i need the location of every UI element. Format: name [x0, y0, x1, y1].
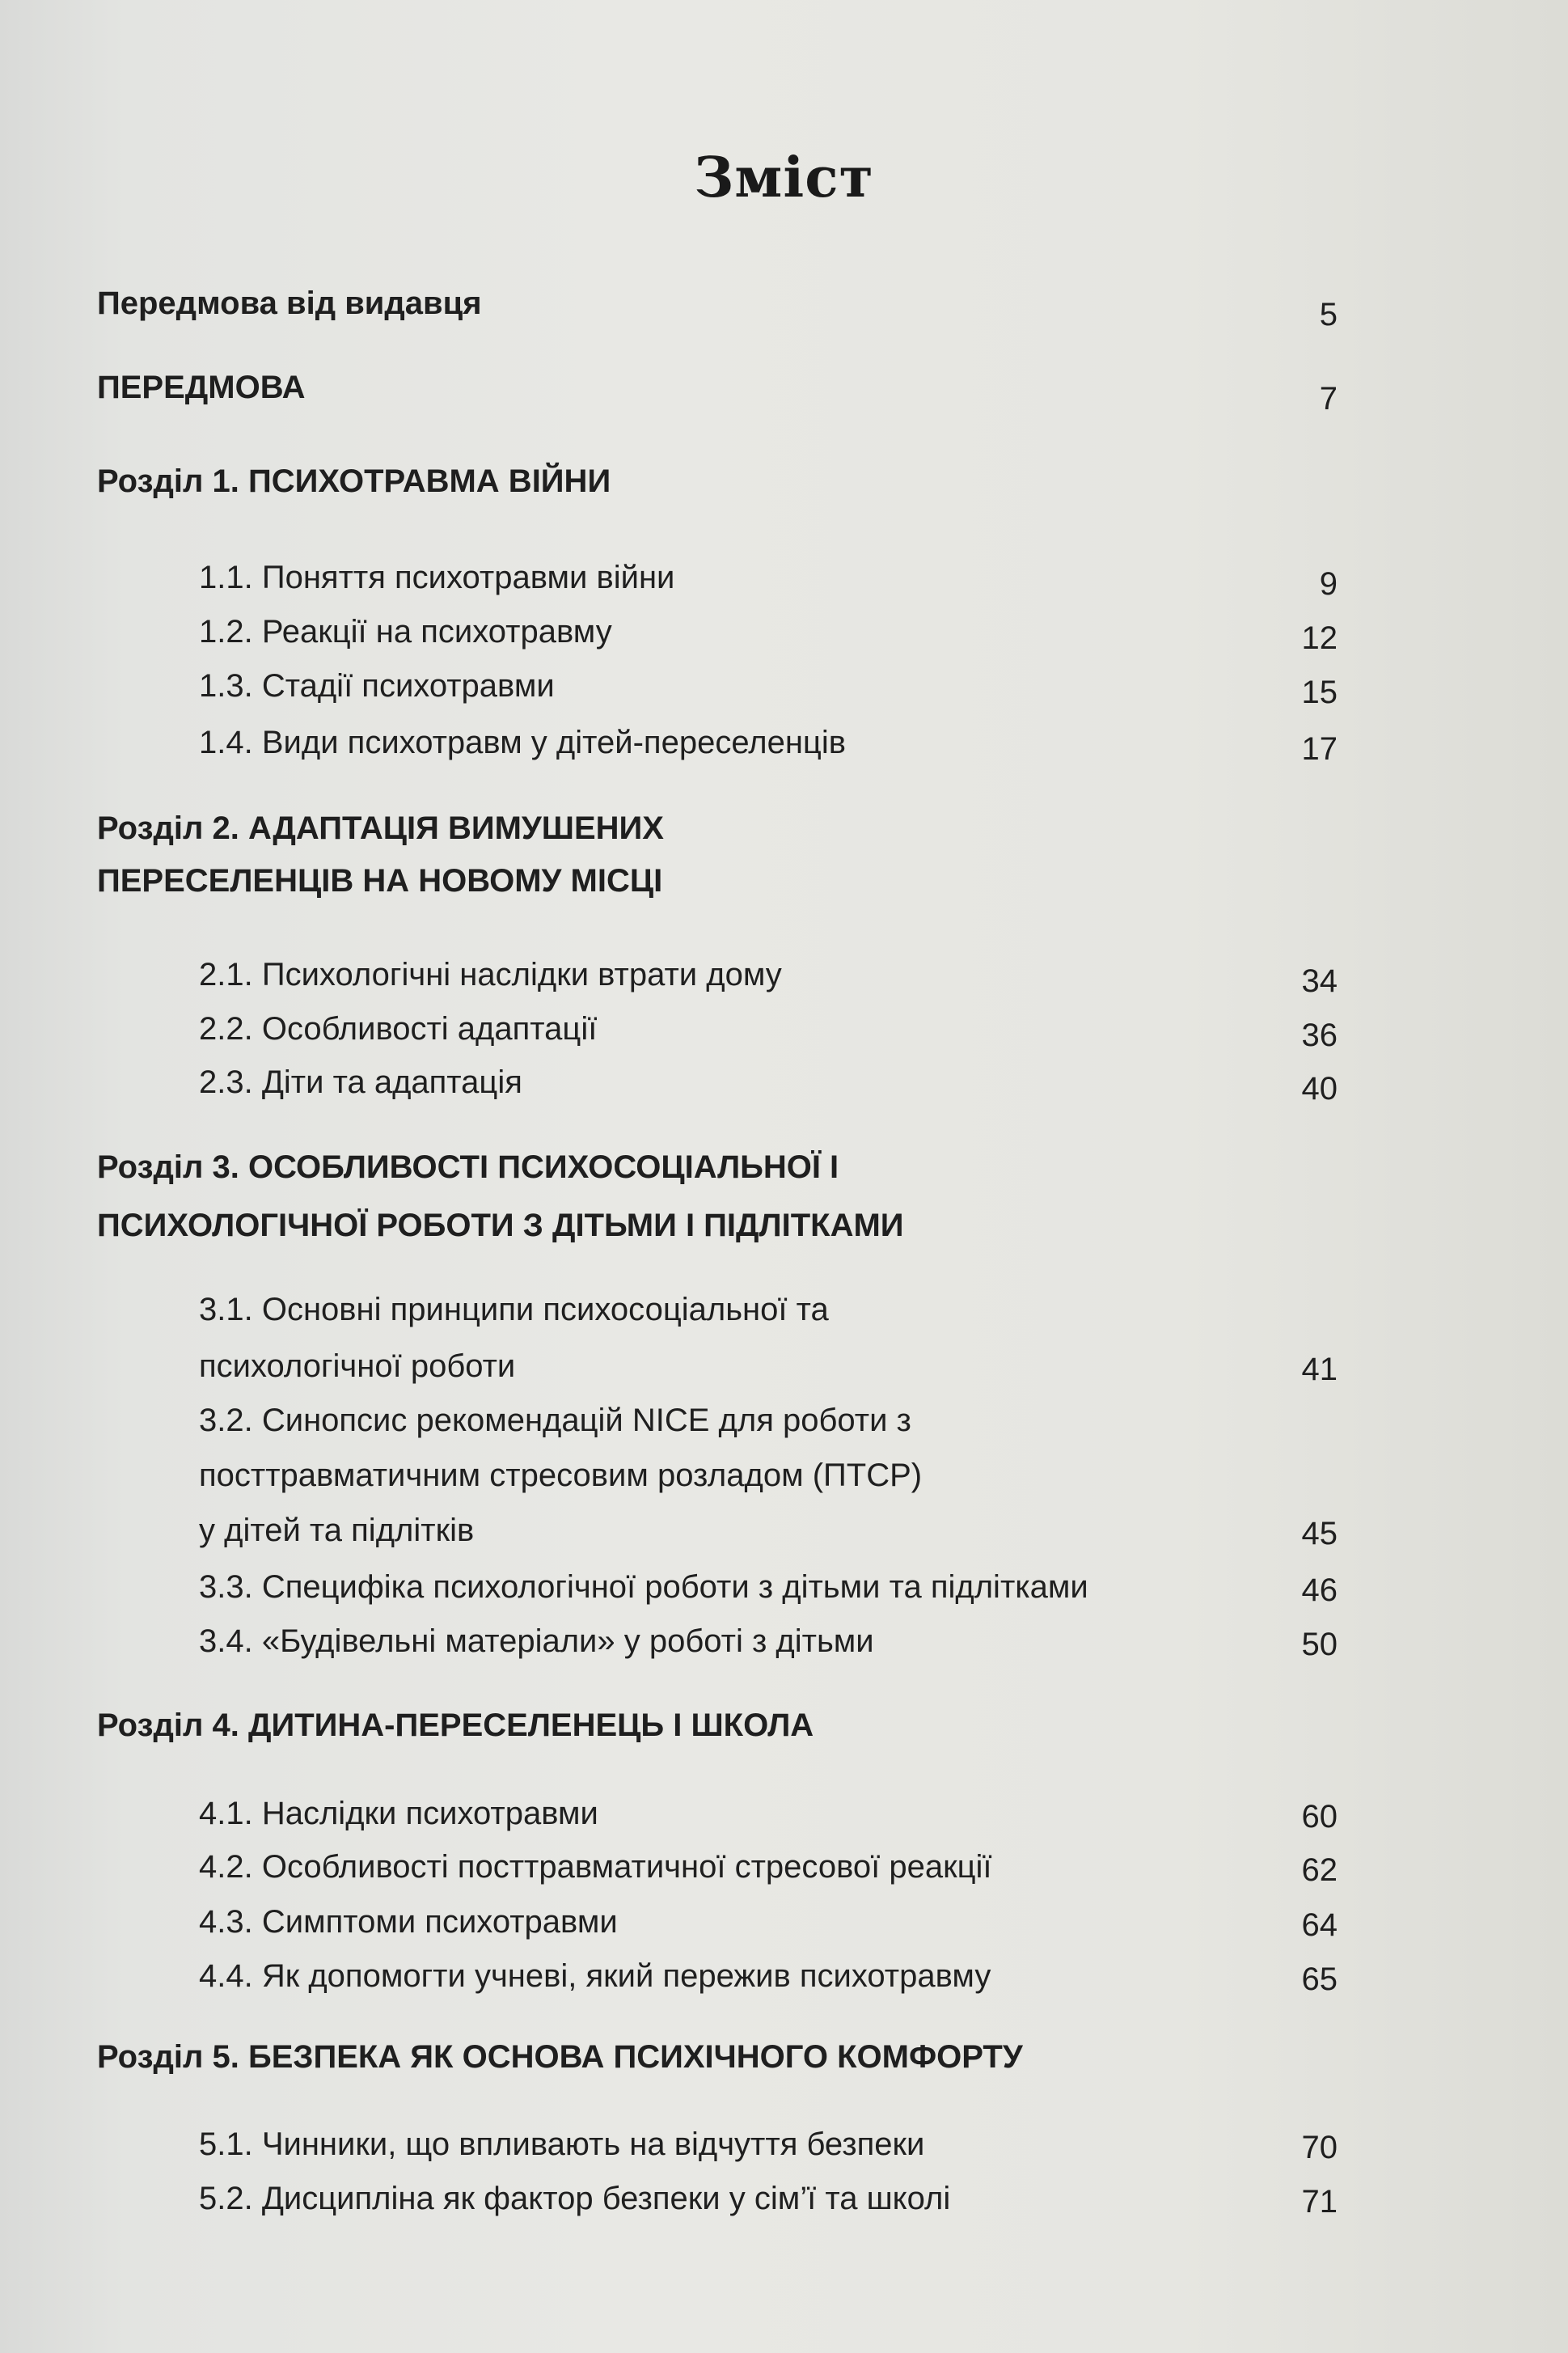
- section-heading-text: Розділ 5. БЕЗПЕКА ЯК ОСНОВА ПСИХІЧНОГО КОМФОРТУ: [97, 2039, 1023, 2075]
- toc-page-number: 34: [1301, 963, 1338, 999]
- toc-entry-text: 2.2. Особливості адаптації: [199, 1011, 598, 1047]
- toc-page-number: 64: [1301, 1907, 1338, 1943]
- toc-entry-text: 1.4. Види психотравм у дітей-переселенців: [199, 725, 846, 760]
- toc-entry-text: 2.1. Психологічні наслідки втрати дому: [199, 957, 782, 992]
- toc-page-number: 12: [1301, 620, 1338, 656]
- toc-entry-text: Передмова від видавця: [97, 286, 482, 321]
- toc-page-number: 7: [1319, 381, 1338, 417]
- toc-page-number: 60: [1301, 1799, 1338, 1835]
- toc-entry-text: 1.2. Реакції на психотравму: [199, 614, 612, 650]
- toc-entry-text: 1.3. Стадії психотравми: [199, 668, 555, 704]
- toc-page-number: 15: [1301, 675, 1338, 710]
- toc-page-number: 17: [1301, 731, 1338, 767]
- toc-page-number: 36: [1301, 1018, 1338, 1053]
- section-heading-text: Розділ 3. ОСОБЛИВОСТІ ПСИХОСОЦІАЛЬНОЇ І: [97, 1149, 839, 1185]
- toc-entry-text: 4.1. Наслідки психотравми: [199, 1796, 598, 1831]
- toc-page-number: 9: [1319, 566, 1338, 602]
- toc-entry-text: 5.1. Чинники, що впливають на відчуття безпеки: [199, 2127, 925, 2162]
- section-heading-text: Розділ 1. ПСИХОТРАВМА ВІЙНИ: [97, 463, 611, 499]
- toc-entry-text: ПЕРЕДМОВА: [97, 370, 306, 405]
- section-heading-text: ПЕРЕСЕЛЕНЦІВ НА НОВОМУ МІСЦІ: [97, 863, 663, 899]
- toc-entry-text: 3.3. Специфіка психологічної роботи з дітьми та підлітками: [199, 1569, 1088, 1605]
- toc-entry-text: 4.2. Особливості посттравматичної стресової реакції: [199, 1849, 992, 1885]
- toc-page-number: 50: [1301, 1627, 1338, 1662]
- toc-entry-text: у дітей та підлітків: [199, 1513, 475, 1548]
- toc-page-number: 5: [1319, 297, 1338, 332]
- toc-page-number: 45: [1301, 1516, 1338, 1551]
- toc-page-number: 46: [1301, 1572, 1338, 1608]
- section-heading-text: Розділ 2. АДАПТАЦІЯ ВИМУШЕНИХ: [97, 810, 664, 846]
- toc-page-number: 71: [1301, 2184, 1338, 2220]
- toc-page-number: 41: [1301, 1352, 1338, 1387]
- toc-entry-text: психологічної роботи: [199, 1348, 516, 1384]
- toc-entry-text: 3.1. Основні принципи психосоціальної та: [199, 1292, 829, 1327]
- section-heading-text: ПСИХОЛОГІЧНОЇ РОБОТИ З ДІТЬМИ І ПІДЛІТКАМИ: [97, 1208, 904, 1243]
- toc-entry-text: 3.4. «Будівельні матеріали» у роботі з дітьми: [199, 1623, 874, 1659]
- toc-entry-text: посттравматичним стресовим розладом (ПТСР): [199, 1458, 923, 1493]
- toc-entry-text: 3.2. Синопсис рекомендацій NICE для роботи з: [199, 1403, 911, 1438]
- toc-page-number: 40: [1301, 1071, 1338, 1107]
- toc-entry-text: 4.3. Симптоми психотравми: [199, 1904, 618, 1940]
- toc-entry-text: 5.2. Дисципліна як фактор безпеки у сім’ї та школі: [199, 2181, 951, 2216]
- toc-page-number: 62: [1301, 1852, 1338, 1888]
- section-heading-text: Розділ 4. ДИТИНА-ПЕРЕСЕЛЕНЕЦЬ І ШКОЛА: [97, 1708, 814, 1743]
- toc-entry-text: 4.4. Як допомогти учневі, який пережив психотравму: [199, 1958, 991, 1994]
- toc-entry-text: 1.1. Поняття психотравми війни: [199, 560, 675, 595]
- page-title: Зміст: [694, 146, 874, 210]
- toc-entry-text: 2.3. Діти та адаптація: [199, 1064, 522, 1100]
- toc-page-number: 70: [1301, 2130, 1338, 2165]
- toc-page-number: 65: [1301, 1962, 1338, 1997]
